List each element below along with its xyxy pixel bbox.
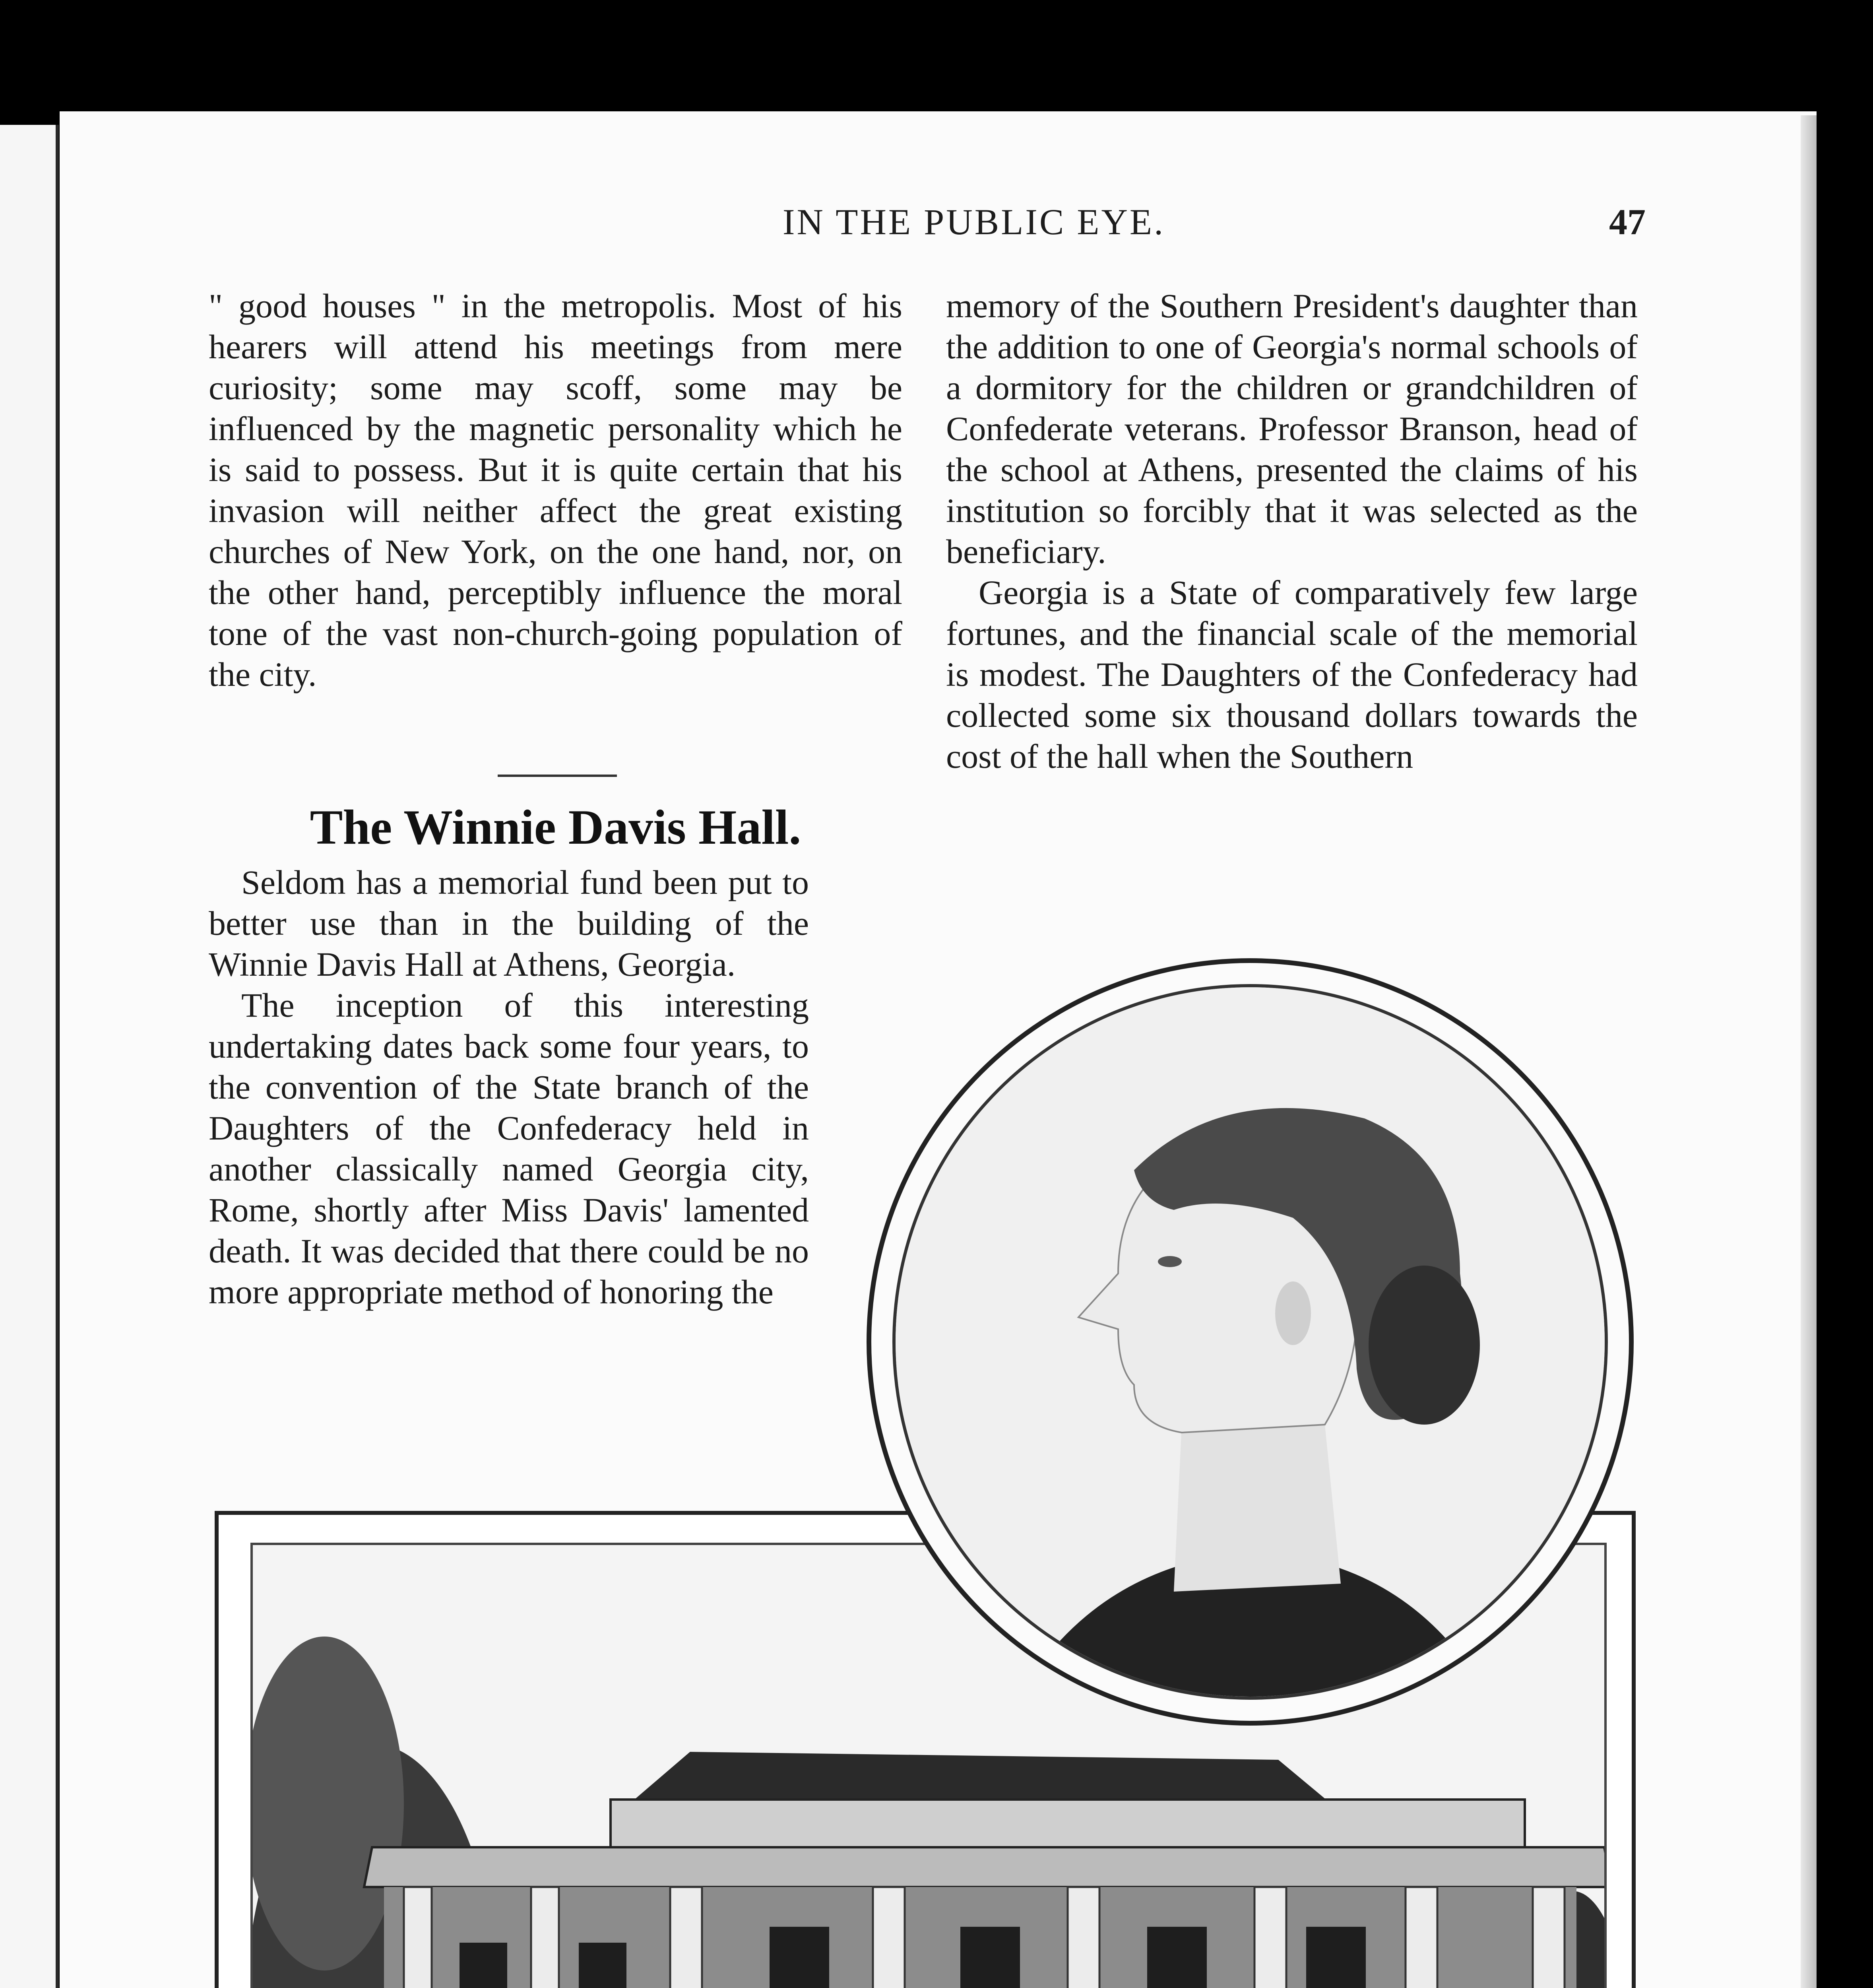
portrait-image	[896, 987, 1608, 1700]
section-divider	[498, 775, 617, 777]
adjacent-page-edge	[0, 125, 59, 1988]
article-left-column	[209, 862, 809, 1312]
article-title: The Winnie Davis Hall.	[310, 800, 801, 854]
running-head: IN THE PUBLIC EYE.	[782, 202, 1165, 242]
previous-article-paragraph: " good houses " in the metropolis. Most of his hearers will attend his meetings from mere curiosity; some may scoff, some may be influenced by the magnetic personality which he is said to possess. But it is quite certain that his invasion will neither affect the great existing churches of New York, on the one hand, nor, on the other hand, perceptibly influence the moral tone of the vast non-church-going population of the city.	[209, 287, 902, 693]
page-edge-shadow	[1801, 115, 1817, 1988]
portrait-of-winnie-davis	[892, 984, 1608, 1700]
article-paragraph-2-continued: memory of the Southern President's daughter than the addition to one of Georgia's normal schools of a dormitory for the children or grandchildren of Confederate veterans. Professor Branson, head of the school at Athens, presented the claims of his institution so forcibly that it was selected as the beneficiary.	[946, 287, 1638, 571]
article-paragraph-3: Georgia is a State of comparatively few large fortunes, and the financial scale of the memorial is modest. The Daughters of the Confederacy had collected some six thousand dollars towards the cost of the hall when the Southern	[946, 573, 1638, 775]
article-paragraph-2: The inception of this interesting undertaking dates back some four years, to the convention of the State branch of the Daughters of the Confederacy held in another classically named Georgia city, Rome, shortly after Miss Davis' lamented death. It was decided that there could be no more appropriate method of honoring the	[209, 986, 809, 1311]
article-right-column	[946, 285, 1638, 777]
page-number: 47	[1609, 202, 1646, 242]
previous-article-column	[209, 285, 902, 695]
article-paragraph-1: Seldom has a memorial fund been put to better use than in the building of the Winnie Davis Hall at Athens, Georgia.	[209, 863, 809, 983]
